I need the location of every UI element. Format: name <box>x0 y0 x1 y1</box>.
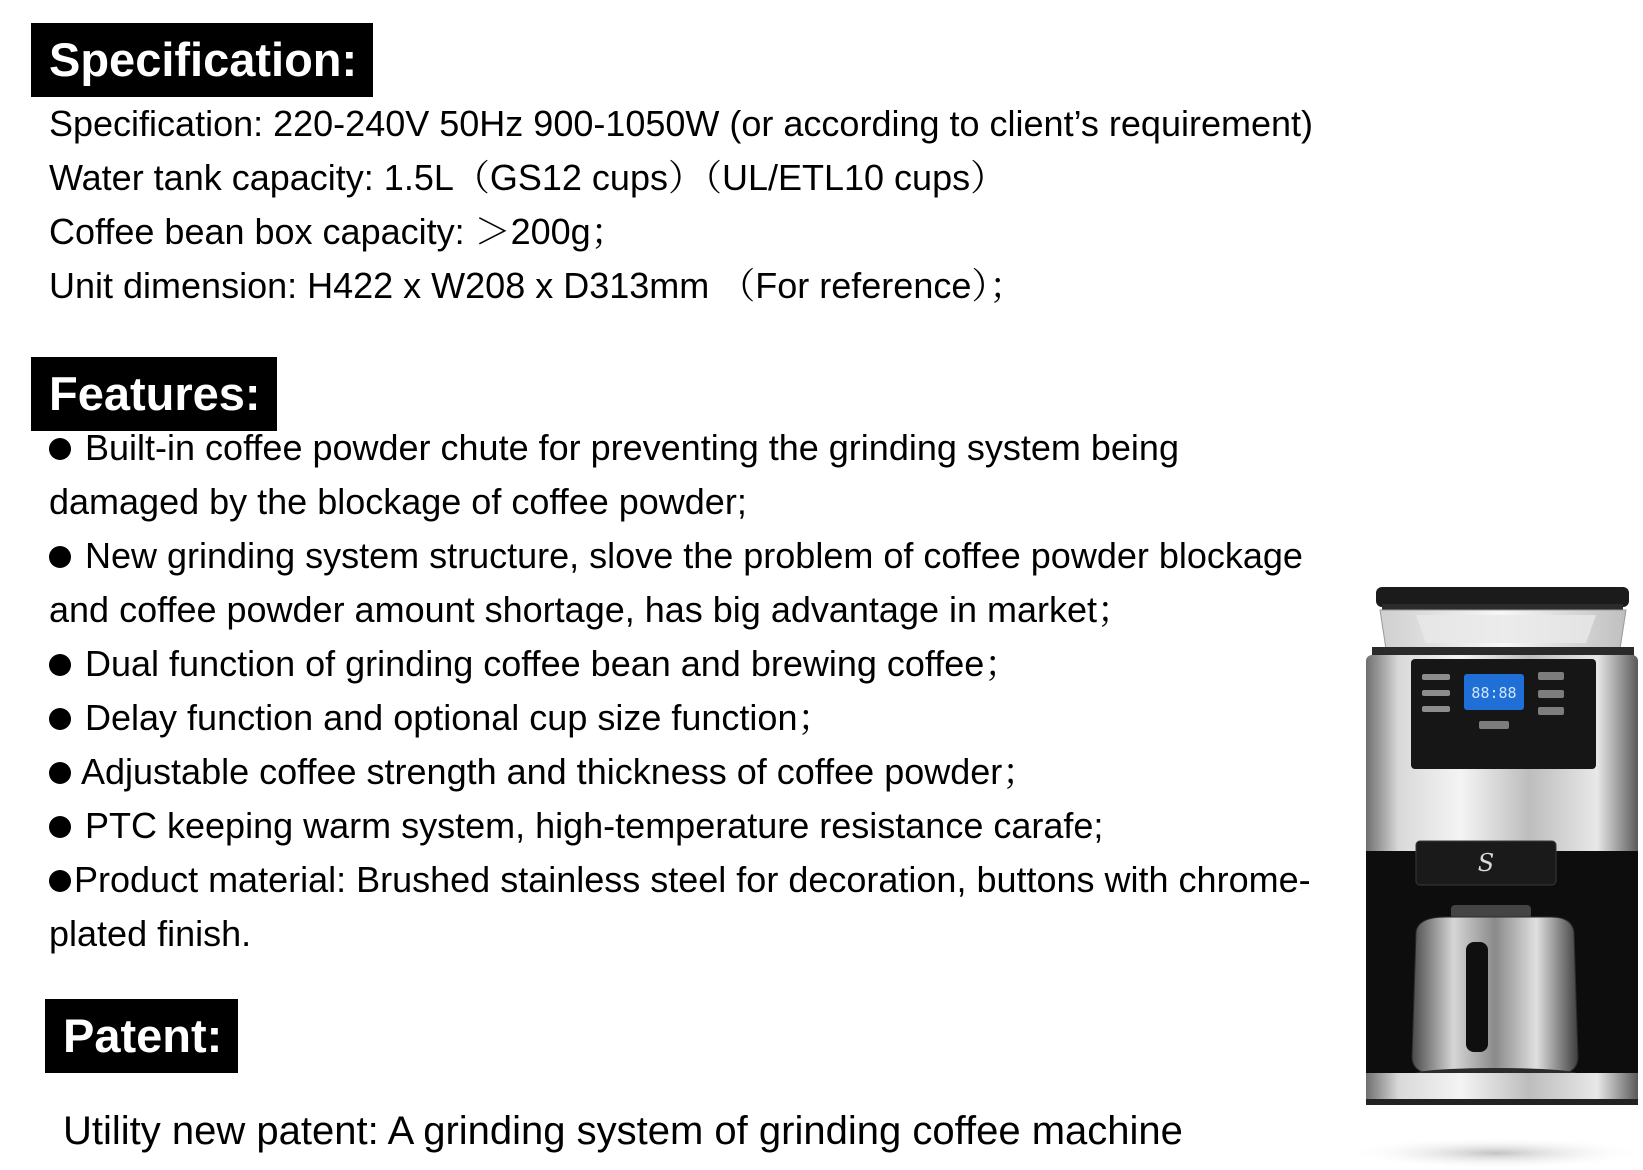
coffee-machine-image <box>1346 587 1643 1170</box>
bullet-icon <box>49 870 71 892</box>
feature-item <box>49 691 833 745</box>
feature-item <box>49 421 1179 475</box>
feature-text: Delay function and optional cup size function； <box>85 697 834 738</box>
bullet-icon <box>49 816 71 838</box>
feature-item-continuation: and coffee powder amount shortage, has big advantage in market； <box>49 589 1134 630</box>
bullet-icon <box>49 708 71 730</box>
bullet-icon <box>49 438 71 460</box>
feature-text: Dual function of grinding coffee bean and brewing coffee； <box>85 643 1021 684</box>
spec-line-dimension: Unit dimension: H422 x W208 x D313mm （For reference）； <box>49 265 1026 306</box>
feature-item <box>49 853 1311 907</box>
feature-item <box>49 637 1020 691</box>
feature-item-continuation: plated finish. <box>49 913 252 954</box>
carafe <box>1412 917 1578 1074</box>
feature-text: Adjustable coffee strength and thickness of coffee powder； <box>81 751 1039 792</box>
feature-item <box>49 529 1303 583</box>
feature-text: New grinding system structure, slove the problem of coffee powder blockage <box>85 535 1303 576</box>
bullet-icon <box>49 762 71 784</box>
floor-shadow <box>1346 1137 1643 1169</box>
feature-item <box>49 745 1038 799</box>
bullet-icon <box>49 654 71 676</box>
spec-line-power: Specification: 220-240V 50Hz 900-1050W (or according to client’s requirement) <box>49 103 1314 144</box>
spec-line-water-tank: Water tank capacity: 1.5L（GS12 cups）（UL/ETL10 cups） <box>49 157 1007 198</box>
bullet-icon <box>49 546 71 568</box>
spec-line-bean-box: Coffee bean box capacity: ＞200g； <box>49 211 627 252</box>
feature-text: Product material: Brushed stainless steel for decoration, buttons with chrome- <box>74 859 1311 900</box>
features-heading: Features: <box>31 357 277 431</box>
feature-text: Built-in coffee powder chute for preventing the grinding system being <box>85 427 1179 468</box>
feature-item <box>49 799 1103 853</box>
lcd-reading: 88:88 <box>1471 684 1517 702</box>
patent-text: Utility new patent: A grinding system of grinding coffee machine <box>63 1109 1183 1153</box>
specification-heading: Specification: <box>31 23 373 97</box>
base-plate <box>1366 1073 1638 1101</box>
carafe-handle <box>1466 942 1488 1052</box>
feature-text: PTC keeping warm system, high-temperature resistance carafe; <box>85 805 1104 846</box>
feature-item-continuation: damaged by the blockage of coffee powder; <box>49 481 747 522</box>
svg-text:S: S <box>1477 849 1495 877</box>
patent-heading: Patent: <box>45 999 238 1073</box>
